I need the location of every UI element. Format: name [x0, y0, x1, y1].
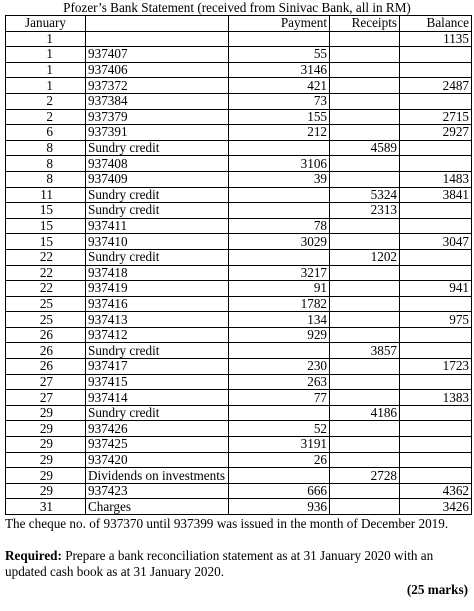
row-receipt: 2313: [330, 203, 400, 219]
row-payment: 134: [229, 312, 330, 328]
row-payment: 78: [229, 218, 330, 234]
table-row: [6, 249, 472, 265]
row-balance: [400, 140, 472, 156]
row-receipt: [330, 78, 400, 94]
row-date: 25: [6, 296, 86, 312]
row-balance: [400, 203, 472, 219]
row-balance: [400, 93, 472, 109]
row-balance: 941: [400, 281, 472, 297]
table-row: [6, 187, 472, 203]
row-date: 27: [6, 390, 86, 406]
row-date: 8: [6, 156, 86, 172]
row-receipt: [330, 327, 400, 343]
row-description: 937420: [86, 452, 229, 468]
table-row: [6, 93, 472, 109]
row-description: 937391: [86, 125, 229, 141]
row-balance: [400, 218, 472, 234]
table-row: [6, 234, 472, 250]
row-receipt: [330, 156, 400, 172]
row-description: 937417: [86, 359, 229, 375]
row-balance: [400, 327, 472, 343]
row-date: 29: [6, 437, 86, 453]
row-date: 1: [6, 78, 86, 94]
row-balance: 1483: [400, 171, 472, 187]
row-receipt: 1202: [330, 249, 400, 265]
row-date: 2: [6, 109, 86, 125]
row-date: 31: [6, 499, 86, 515]
row-receipt: [330, 109, 400, 125]
row-payment: 421: [229, 78, 330, 94]
row-balance: [400, 468, 472, 484]
row-receipt: [330, 265, 400, 281]
row-balance: [400, 47, 472, 63]
row-date: 29: [6, 405, 86, 421]
table-row: [6, 62, 472, 78]
row-description: 937384: [86, 93, 229, 109]
row-description: 937408: [86, 156, 229, 172]
marks-label: (25 marks): [406, 582, 468, 597]
row-receipt: [330, 312, 400, 328]
row-date: 15: [6, 234, 86, 250]
row-payment: 3146: [229, 62, 330, 78]
required-label: Required:: [5, 548, 62, 563]
row-description: [86, 31, 229, 47]
row-balance: 2715: [400, 109, 472, 125]
row-balance: 2927: [400, 125, 472, 141]
table-row: [6, 374, 472, 390]
row-payment: 77: [229, 390, 330, 406]
row-receipt: [330, 483, 400, 499]
row-balance: 4362: [400, 483, 472, 499]
table-row: [6, 296, 472, 312]
table-row: [6, 452, 472, 468]
row-payment: 3106: [229, 156, 330, 172]
row-receipt: [330, 390, 400, 406]
statement-rows: [6, 31, 472, 514]
row-description: 937419: [86, 281, 229, 297]
row-payment: 3217: [229, 265, 330, 281]
table-row: [6, 468, 472, 484]
row-date: 22: [6, 281, 86, 297]
row-balance: 3426: [400, 499, 472, 515]
row-payment: 73: [229, 93, 330, 109]
row-payment: 263: [229, 374, 330, 390]
row-payment: [229, 343, 330, 359]
row-date: 27: [6, 374, 86, 390]
row-receipt: [330, 234, 400, 250]
row-description: 937423: [86, 483, 229, 499]
row-description: 937411: [86, 218, 229, 234]
header-balance: Balance: [400, 16, 472, 32]
table-row: [6, 359, 472, 375]
row-receipt: 5324: [330, 187, 400, 203]
row-description: Sundry credit: [86, 203, 229, 219]
row-description: 937414: [86, 390, 229, 406]
row-payment: 230: [229, 359, 330, 375]
table-row: [6, 140, 472, 156]
table-row: [6, 109, 472, 125]
row-payment: [229, 468, 330, 484]
row-payment: 3029: [229, 234, 330, 250]
row-balance: 3047: [400, 234, 472, 250]
header-description: [86, 16, 229, 32]
table-row: [6, 171, 472, 187]
table-row: [6, 31, 472, 47]
statement-title: Pfozer’s Bank Statement (received from Sinivac Bank, all in RM): [63, 0, 411, 15]
row-date: 29: [6, 421, 86, 437]
table-row: [6, 437, 472, 453]
row-date: 1: [6, 62, 86, 78]
row-description: 937425: [86, 437, 229, 453]
row-receipt: 2728: [330, 468, 400, 484]
row-description: Sundry credit: [86, 405, 229, 421]
row-balance: [400, 265, 472, 281]
row-date: 8: [6, 140, 86, 156]
row-description: 937426: [86, 421, 229, 437]
row-payment: 26: [229, 452, 330, 468]
table-row: [6, 218, 472, 234]
row-date: 29: [6, 468, 86, 484]
row-date: 2: [6, 93, 86, 109]
row-balance: [400, 249, 472, 265]
row-receipt: [330, 125, 400, 141]
row-receipt: [330, 437, 400, 453]
row-receipt: [330, 374, 400, 390]
table-row: [6, 203, 472, 219]
row-description: Charges: [86, 499, 229, 515]
row-date: 25: [6, 312, 86, 328]
row-date: 8: [6, 171, 86, 187]
row-date: 6: [6, 125, 86, 141]
row-balance: [400, 156, 472, 172]
table-row: [6, 265, 472, 281]
row-balance: [400, 452, 472, 468]
row-balance: [400, 437, 472, 453]
table-row: [6, 47, 472, 63]
table-row: [6, 499, 472, 515]
row-receipt: [330, 31, 400, 47]
row-receipt: [330, 421, 400, 437]
row-receipt: [330, 218, 400, 234]
row-payment: 936: [229, 499, 330, 515]
row-receipt: [330, 62, 400, 78]
row-description: 937372: [86, 78, 229, 94]
row-payment: [229, 405, 330, 421]
row-receipt: [330, 93, 400, 109]
row-description: 937416: [86, 296, 229, 312]
row-receipt: [330, 47, 400, 63]
row-receipt: [330, 296, 400, 312]
row-balance: 3841: [400, 187, 472, 203]
table-row: [6, 156, 472, 172]
row-date: 26: [6, 327, 86, 343]
row-date: 22: [6, 249, 86, 265]
header-payment: Payment: [229, 16, 330, 32]
row-date: 11: [6, 187, 86, 203]
row-date: 22: [6, 265, 86, 281]
header-date: January: [6, 16, 86, 32]
row-description: Sundry credit: [86, 187, 229, 203]
required-instruction: [5, 548, 445, 580]
row-balance: 1383: [400, 390, 472, 406]
row-date: 26: [6, 343, 86, 359]
row-description: Dividends on investments: [86, 468, 229, 484]
row-payment: [229, 249, 330, 265]
row-description: 937407: [86, 47, 229, 63]
table-row: [6, 312, 472, 328]
row-description: Sundry credit: [86, 343, 229, 359]
row-payment: 666: [229, 483, 330, 499]
row-description: 937410: [86, 234, 229, 250]
required-text: Prepare a bank reconciliation statement as at 31 January 2020 with an updated cash book as at 31 January 2020.: [5, 548, 434, 579]
row-date: 15: [6, 218, 86, 234]
row-description: Sundry credit: [86, 249, 229, 265]
row-payment: 39: [229, 171, 330, 187]
row-description: 937406: [86, 62, 229, 78]
row-payment: 52: [229, 421, 330, 437]
row-date: 29: [6, 483, 86, 499]
row-balance: [400, 421, 472, 437]
row-description: 937409: [86, 171, 229, 187]
row-receipt: [330, 499, 400, 515]
row-date: 15: [6, 203, 86, 219]
row-receipt: 4589: [330, 140, 400, 156]
row-date: 1: [6, 31, 86, 47]
row-payment: [229, 31, 330, 47]
row-receipt: [330, 359, 400, 375]
table-header-row: [6, 16, 472, 32]
row-balance: 1135: [400, 31, 472, 47]
row-payment: 212: [229, 125, 330, 141]
row-receipt: [330, 281, 400, 297]
row-description: 937418: [86, 265, 229, 281]
row-balance: [400, 405, 472, 421]
row-description: 937415: [86, 374, 229, 390]
table-row: [6, 281, 472, 297]
table-row: [6, 483, 472, 499]
table-row: [6, 421, 472, 437]
row-payment: 1782: [229, 296, 330, 312]
row-balance: 975: [400, 312, 472, 328]
cheque-note: The cheque no. of 937370 until 937399 was issued in the month of December 2019.: [5, 516, 449, 531]
row-balance: [400, 374, 472, 390]
row-payment: 55: [229, 47, 330, 63]
row-date: 29: [6, 452, 86, 468]
row-date: 26: [6, 359, 86, 375]
row-receipt: 4186: [330, 405, 400, 421]
table-row: [6, 405, 472, 421]
row-payment: 929: [229, 327, 330, 343]
table-row: [6, 390, 472, 406]
row-balance: 2487: [400, 78, 472, 94]
row-balance: [400, 296, 472, 312]
bank-statement-table: [5, 15, 472, 515]
row-receipt: [330, 171, 400, 187]
row-payment: 91: [229, 281, 330, 297]
row-balance: [400, 343, 472, 359]
row-receipt: [330, 452, 400, 468]
table-row: [6, 343, 472, 359]
row-description: 937413: [86, 312, 229, 328]
table-row: [6, 327, 472, 343]
row-description: Sundry credit: [86, 140, 229, 156]
row-payment: [229, 203, 330, 219]
row-date: 1: [6, 47, 86, 63]
row-payment: [229, 140, 330, 156]
header-receipts: Receipts: [330, 16, 400, 32]
row-receipt: 3857: [330, 343, 400, 359]
row-payment: [229, 187, 330, 203]
row-balance: 1723: [400, 359, 472, 375]
row-payment: 3191: [229, 437, 330, 453]
table-row: [6, 125, 472, 141]
row-description: 937412: [86, 327, 229, 343]
row-description: 937379: [86, 109, 229, 125]
row-payment: 155: [229, 109, 330, 125]
row-balance: [400, 62, 472, 78]
table-row: [6, 78, 472, 94]
